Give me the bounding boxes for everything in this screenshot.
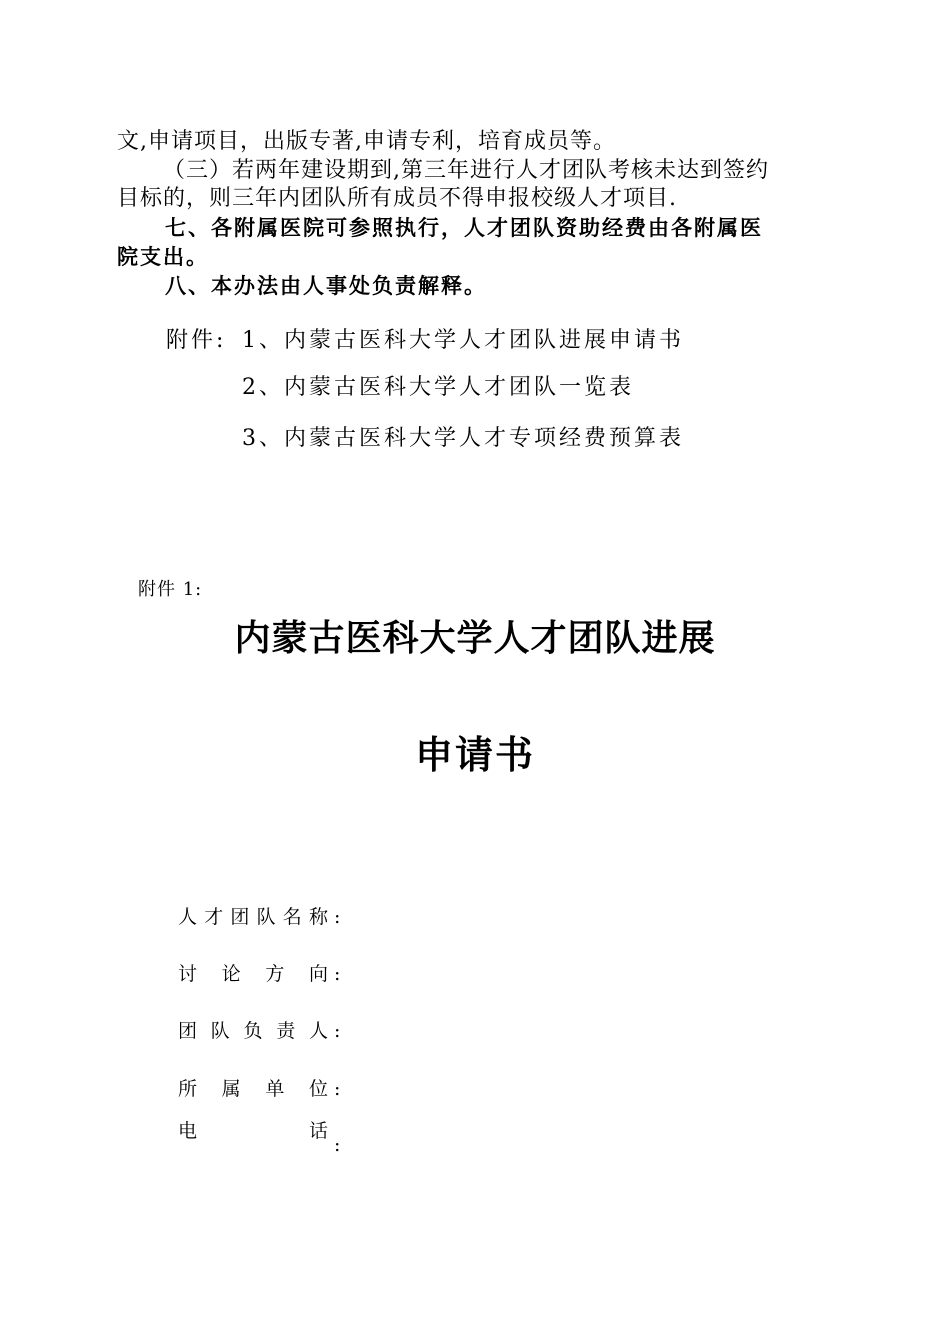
attachment-item-3: 3、内蒙古医科大学人才专项经费预算表: [242, 426, 684, 451]
attachment-item-1: 1、内蒙古医科大学人才团队进展申请书: [242, 328, 684, 353]
field-team-name-label: 人才团队名称: [178, 906, 328, 928]
body-line-3: 目标的，则三年内团队所有成员不得申报校级人才项目.: [117, 186, 677, 211]
attachment-item-2: 2、内蒙古医科大学人才团队一览表: [242, 375, 634, 400]
field-team-leader-label: 团队负责人: [178, 1020, 328, 1042]
field-phone-label: 电话: [178, 1120, 328, 1142]
body-line-2: （三）若两年建设期到,第三年进行人才团队考核未达到签约: [163, 158, 769, 183]
appendix-label: 附件 1:: [138, 579, 203, 600]
body-line-1: 文,申请项目，出版专著,申请专利，培育成员等。: [117, 129, 616, 154]
field-phone-colon: :: [334, 1134, 341, 1156]
attachment-label: 附件:: [166, 328, 227, 353]
clause-seven-line-2: 院支出。: [117, 245, 209, 269]
form-title-line-1: 内蒙古医科大学人才团队进展: [234, 618, 716, 659]
clause-eight: 八、本办法由人事处负责解释。: [165, 274, 487, 298]
field-phone: [178, 1118, 341, 1156]
field-team-leader: [178, 1018, 340, 1044]
field-research-direction-label: 讨论方向: [178, 963, 328, 985]
field-research-direction-colon: :: [334, 963, 341, 985]
field-affiliation-colon: :: [334, 1078, 341, 1100]
field-team-name-colon: :: [334, 906, 341, 928]
field-affiliation: [178, 1076, 340, 1102]
field-affiliation-label: 所属单位: [178, 1078, 328, 1100]
form-title-line-2: 申请书: [414, 733, 535, 777]
clause-seven-line-1: 七、各附属医院可参照执行，人才团队资助经费由各附属医: [165, 216, 763, 240]
field-team-name: [178, 904, 340, 930]
field-team-leader-colon: :: [334, 1020, 341, 1042]
field-research-direction: [178, 961, 340, 987]
